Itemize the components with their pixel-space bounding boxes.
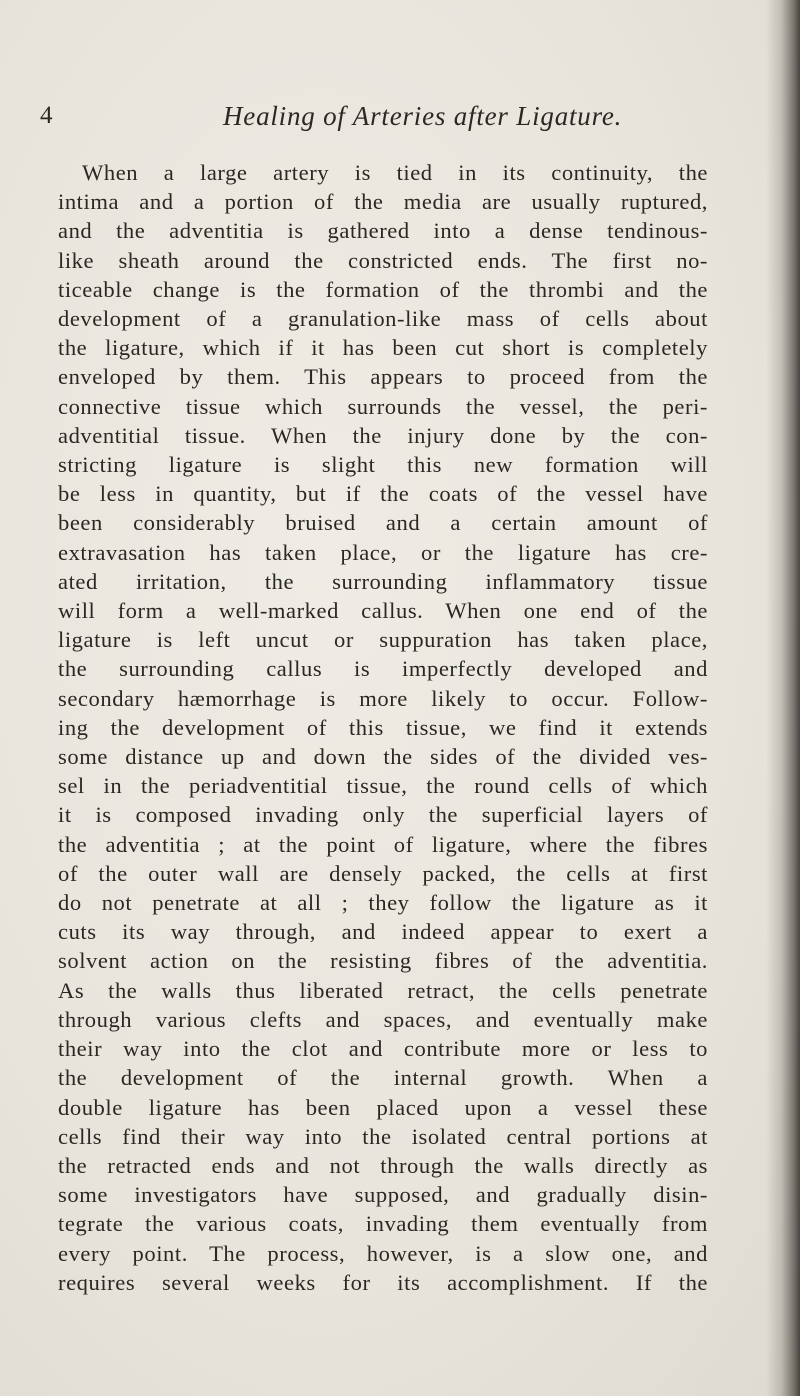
text-line: the surrounding callus is imperfectly developed and	[58, 656, 708, 682]
text-line: cells find their way into the isolated central portions at	[58, 1123, 708, 1149]
text-line: ticeable change is the formation of the thrombi and the	[58, 276, 708, 302]
text-line: be less in quantity, but if the coats of the vessel have	[58, 481, 708, 507]
text-line: solvent action on the resisting fibres of the adventitia.	[58, 948, 708, 974]
text-line: do not penetrate at all ; they follow the ligature as it	[58, 890, 708, 916]
body-paragraph	[58, 158, 708, 1297]
text-line: adventitial tissue. When the injury done by the con-	[58, 422, 708, 448]
text-line: intima and a portion of the media are usually ruptured,	[58, 189, 708, 215]
text-line: cuts its way through, and indeed appear to exert a	[58, 919, 708, 945]
text-line: tegrate the various coats, invading them eventually from	[58, 1211, 708, 1237]
text-line: the development of the internal growth. When a	[58, 1065, 708, 1091]
text-line: sel in the periadventitial tissue, the round cells of which	[58, 773, 708, 799]
text-line: extravasation has taken place, or the ligature has cre-	[58, 539, 708, 565]
page-binding-shadow	[766, 0, 800, 1396]
text-line: double ligature has been placed upon a vessel these	[58, 1094, 708, 1120]
text-line: it is composed invading only the superficial layers of	[58, 802, 708, 828]
text-line: the retracted ends and not through the walls directly as	[58, 1152, 708, 1178]
text-line: stricting ligature is slight this new formation will	[58, 452, 708, 478]
text-line: ing the development of this tissue, we find it extends	[58, 714, 708, 740]
text-line: When a large artery is tied in its continuity, the	[82, 160, 708, 185]
text-line: some distance up and down the sides of the divided ves-	[58, 744, 708, 770]
text-line: requires several weeks for its accomplishment. If the	[58, 1269, 708, 1295]
text-line: secondary hæmorrhage is more likely to occur. Follow-	[58, 685, 708, 711]
running-title: Healing of Arteries after Ligature.	[223, 101, 623, 131]
running-head	[40, 101, 680, 141]
text-line: ligature is left uncut or suppuration has taken place,	[58, 627, 708, 653]
text-line: through various clefts and spaces, and eventually make	[58, 1006, 708, 1032]
text-line: As the walls thus liberated retract, the cells penetrate	[58, 977, 708, 1003]
text-line: enveloped by them. This appears to proceed from the	[58, 364, 708, 390]
text-line: the adventitia ; at the point of ligature, where the fibres	[58, 831, 708, 857]
text-line: and the adventitia is gathered into a dense tendinous-	[58, 218, 708, 244]
text-line: like sheath around the constricted ends. The first no-	[58, 247, 708, 273]
text-line: their way into the clot and contribute more or less to	[58, 1036, 708, 1062]
text-line: connective tissue which surrounds the vessel, the peri-	[58, 393, 708, 419]
page-number: 4	[40, 102, 53, 129]
text-line: been considerably bruised and a certain amount of	[58, 510, 708, 536]
text-line: development of a granulation-like mass of cells about	[58, 306, 708, 332]
text-line: some investigators have supposed, and gradually disin-	[58, 1182, 708, 1208]
text-line: ated irritation, the surrounding inflammatory tissue	[58, 568, 708, 594]
text-line: every point. The process, however, is a slow one, and	[58, 1240, 708, 1266]
text-line: of the outer wall are densely packed, the cells at first	[58, 860, 708, 886]
text-line: will form a well-marked callus. When one end of the	[58, 598, 708, 624]
text-line: the ligature, which if it has been cut short is completely	[58, 335, 708, 361]
